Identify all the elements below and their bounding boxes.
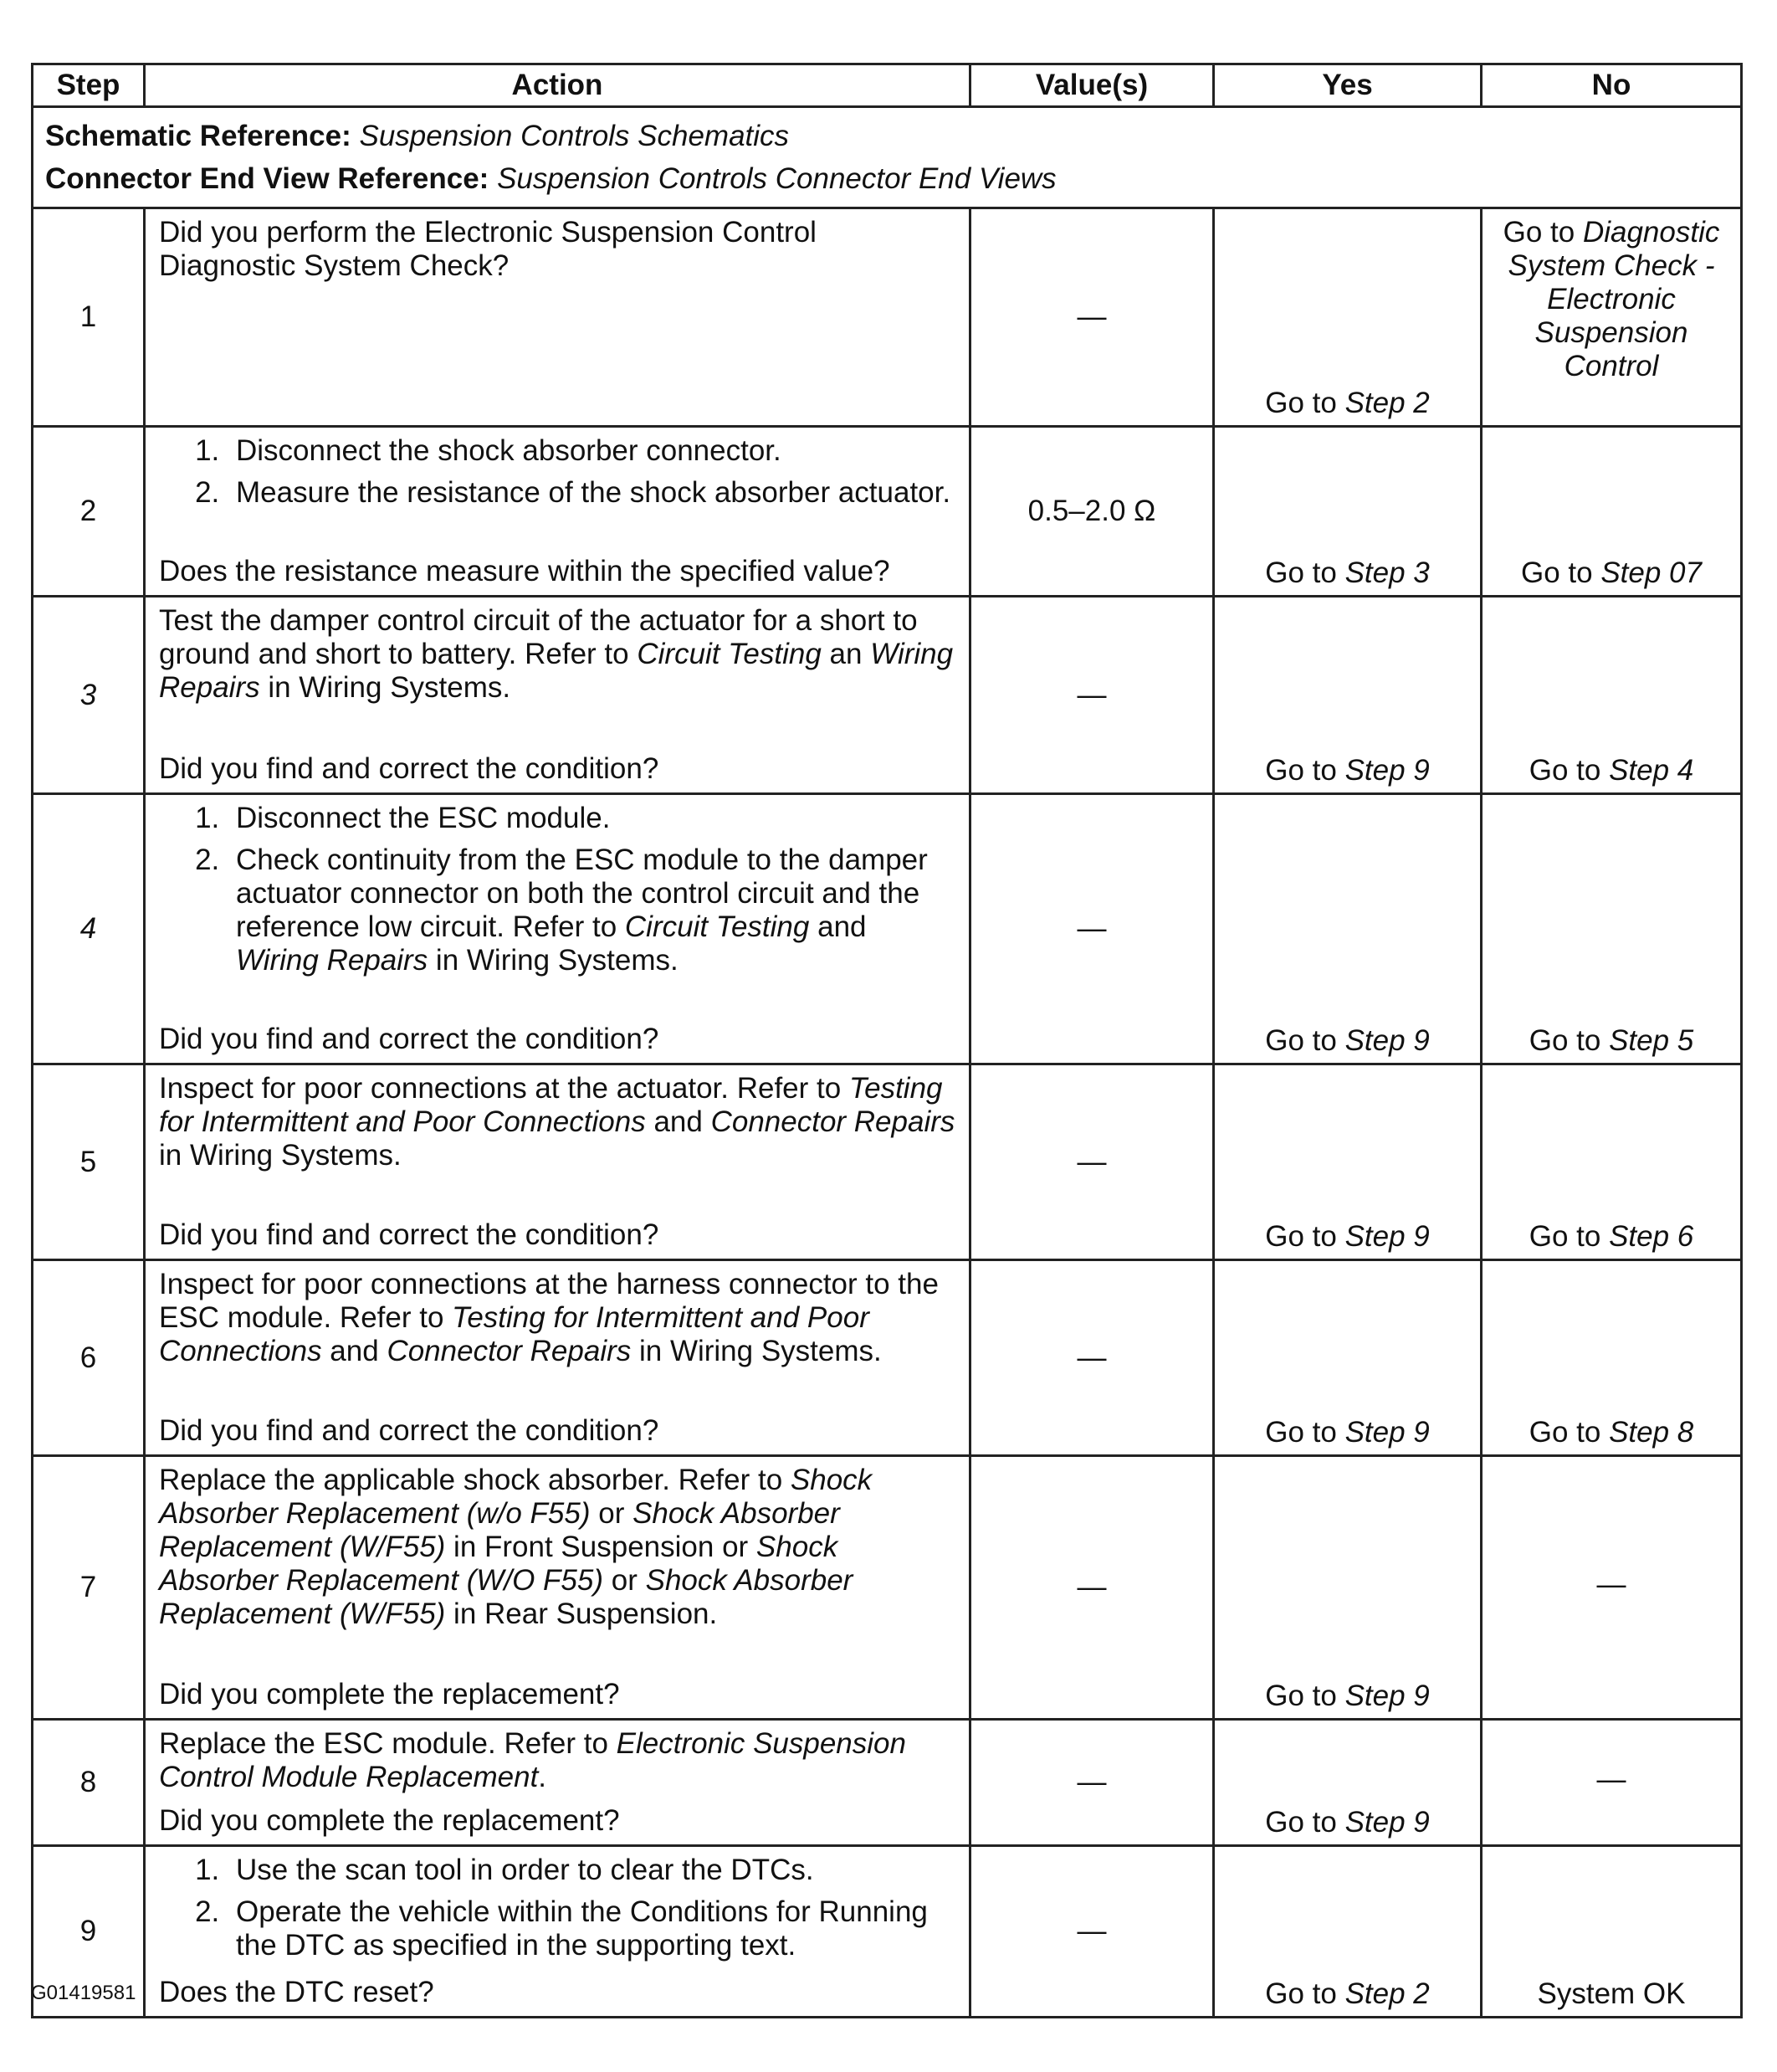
no-goto-line xyxy=(1483,216,1740,249)
action-steps-list xyxy=(159,802,955,977)
reference-link[interactable]: Shock Absorber Replacement (W/F55) xyxy=(159,1497,840,1563)
yes-step-link[interactable]: Step 3 xyxy=(1344,556,1430,589)
yes-goto-text: Go to xyxy=(1265,1977,1345,2010)
action-paragraph xyxy=(159,1268,955,1368)
action-question: Did you complete the replacement? xyxy=(159,1804,620,1837)
action-paragraph xyxy=(159,1464,955,1631)
action-text: Replace the ESC module. Refer to xyxy=(159,1727,617,1760)
no-goto-text: Go to xyxy=(1529,1220,1610,1253)
action-cell xyxy=(145,427,970,597)
value-cell: — xyxy=(970,1260,1214,1456)
no-step-link[interactable]: Step 6 xyxy=(1609,1220,1694,1253)
action-cell xyxy=(145,794,970,1064)
no-cell xyxy=(1482,1064,1742,1260)
action-question: Did you find and correct the condition? xyxy=(159,1414,659,1447)
header-no: No xyxy=(1482,64,1742,107)
header-values: Value(s) xyxy=(970,64,1214,107)
step-number: 8 xyxy=(33,1720,145,1846)
action-body xyxy=(159,1072,955,1172)
yes-cell xyxy=(1214,1456,1482,1720)
action-text: Inspect for poor connections at the harness connector to the ESC module. Refer to xyxy=(159,1268,939,1334)
action-text: in Wiring Systems. xyxy=(159,1139,402,1172)
value-cell: — xyxy=(970,208,1214,427)
connector-reference-label: Connector End View Reference: xyxy=(45,162,489,195)
yes-goto-text: Go to xyxy=(1265,1680,1345,1712)
reference-link[interactable]: Shock Absorber Replacement (w/o F55) xyxy=(159,1464,873,1530)
action-content xyxy=(159,802,955,1056)
action-steps-list xyxy=(159,434,955,510)
yes-goto-text: Go to xyxy=(1265,1024,1345,1057)
step-row xyxy=(33,1260,1742,1456)
action-text: or xyxy=(603,1564,646,1597)
value-cell: — xyxy=(970,597,1214,794)
no-cell xyxy=(1482,427,1742,597)
action-step-item: 1. Disconnect the ESC module. xyxy=(228,802,955,835)
reference-link[interactable]: Wiring Repairs xyxy=(159,638,954,704)
no-step-link[interactable]: Step 8 xyxy=(1609,1416,1694,1449)
step-number: 5 xyxy=(33,1064,145,1260)
header-yes: Yes xyxy=(1214,64,1482,107)
no-goto-text: Go to xyxy=(1503,216,1583,249)
no-step-link[interactable]: Step 4 xyxy=(1609,754,1694,787)
reference-link[interactable]: Wiring Repairs xyxy=(236,944,428,977)
no-cell xyxy=(1482,597,1742,794)
step-number: 7 xyxy=(33,1456,145,1720)
action-paragraph xyxy=(159,216,955,283)
action-step-item: 2. Operate the vehicle within the Conditions for Running the DTC as specified in the supporting text. xyxy=(228,1895,955,1962)
step-row xyxy=(33,794,1742,1064)
diagnostic-table xyxy=(31,63,1743,2018)
action-body xyxy=(159,802,955,986)
step-row xyxy=(33,1064,1742,1260)
yes-goto-text: Go to xyxy=(1265,1806,1345,1839)
reference-link[interactable]: Connector Repairs xyxy=(387,1335,632,1367)
yes-cell xyxy=(1214,1064,1482,1260)
no-step-link[interactable]: Diagnostic xyxy=(1582,216,1720,249)
action-cell xyxy=(145,1846,970,2018)
yes-step-link[interactable]: Step 9 xyxy=(1344,1680,1430,1712)
header-row xyxy=(33,64,1742,107)
yes-step-link[interactable]: Step 9 xyxy=(1344,754,1430,787)
action-question: Did you find and correct the condition? xyxy=(159,1023,659,1055)
step-row xyxy=(33,1720,1742,1846)
no-cell: — xyxy=(1482,1720,1742,1846)
no-cell: System OK xyxy=(1482,1846,1742,2018)
action-question: Did you find and correct the condition? xyxy=(159,1218,659,1251)
action-text: . xyxy=(538,1761,547,1793)
action-content xyxy=(159,1464,955,1711)
yes-goto-text: Go to xyxy=(1265,387,1345,419)
step-row xyxy=(33,597,1742,794)
yes-step-link[interactable]: Step 9 xyxy=(1344,1806,1430,1839)
yes-cell xyxy=(1214,1260,1482,1456)
no-goto-text: Go to xyxy=(1529,1416,1610,1449)
no-step-link[interactable]: Step 5 xyxy=(1609,1024,1694,1057)
value-cell: — xyxy=(970,1456,1214,1720)
action-text: Inspect for poor connections at the actuator. Refer to xyxy=(159,1072,849,1105)
reference-link[interactable]: Electronic Suspension Control Module Replacement xyxy=(159,1727,906,1793)
action-text: in Wiring Systems. xyxy=(631,1335,882,1367)
connector-reference xyxy=(45,157,1728,200)
action-content xyxy=(159,434,955,588)
step-row xyxy=(33,1456,1742,1720)
no-step-link-line[interactable]: Suspension xyxy=(1534,316,1688,349)
action-question: Does the resistance measure within the specified value? xyxy=(159,555,890,587)
action-content xyxy=(159,216,955,418)
action-text: and xyxy=(321,1335,387,1367)
reference-link[interactable]: Circuit Testing xyxy=(637,638,822,670)
yes-goto-text: Go to xyxy=(1265,1416,1345,1449)
yes-goto-text: Go to xyxy=(1265,754,1345,787)
header-step: Step xyxy=(33,64,145,107)
action-body xyxy=(159,1268,955,1368)
action-body xyxy=(159,1854,955,1971)
no-goto-text: Go to xyxy=(1529,754,1610,787)
figure-id: G01419581 xyxy=(31,1982,136,2004)
reference-cell xyxy=(33,107,1742,208)
value-cell: — xyxy=(970,1846,1214,2018)
action-text: Replace the applicable shock absorber. Refer to xyxy=(159,1464,791,1496)
schematic-reference-label: Schematic Reference: xyxy=(45,120,351,152)
action-paragraph xyxy=(159,604,955,705)
action-cell xyxy=(145,1260,970,1456)
reference-link[interactable]: Shock Absorber Replacement (W/O F55) xyxy=(159,1531,838,1597)
yes-cell xyxy=(1214,427,1482,597)
action-cell xyxy=(145,1064,970,1260)
action-text: Did you perform the Electronic Suspension Control Diagnostic System Check? xyxy=(159,216,817,282)
action-content xyxy=(159,1727,955,1838)
yes-cell xyxy=(1214,208,1482,427)
yes-cell xyxy=(1214,1720,1482,1846)
yes-step-link[interactable]: Step 9 xyxy=(1344,1220,1430,1253)
schematic-reference xyxy=(45,115,1728,157)
yes-goto-text: Go to xyxy=(1265,556,1345,589)
action-body xyxy=(159,434,955,518)
action-cell xyxy=(145,1720,970,1846)
step-number: 1 xyxy=(33,208,145,427)
yes-cell xyxy=(1214,597,1482,794)
action-cell xyxy=(145,1456,970,1720)
action-text: in Wiring Systems. xyxy=(428,944,679,977)
yes-step-link[interactable]: Step 9 xyxy=(1344,1416,1430,1449)
action-text: an xyxy=(821,638,871,670)
yes-goto-text: Go to xyxy=(1265,1220,1345,1253)
no-cell: — xyxy=(1482,1456,1742,1720)
action-text: in Wiring Systems. xyxy=(259,671,511,704)
no-step-link-line[interactable]: Electronic xyxy=(1547,283,1676,315)
step-number: 2 xyxy=(33,427,145,597)
no-cell xyxy=(1482,208,1742,427)
action-content xyxy=(159,1072,955,1252)
action-step-item: 1. Disconnect the shock absorber connector. xyxy=(228,434,955,468)
reference-link[interactable]: Testing for Intermittent and Poor Connections xyxy=(159,1072,943,1138)
step-number: 9 xyxy=(33,1846,145,2018)
step-number: 4 xyxy=(33,794,145,1064)
action-body xyxy=(159,1464,955,1631)
step-row xyxy=(33,208,1742,427)
action-question: Did you find and correct the condition? xyxy=(159,752,659,785)
step-number: 6 xyxy=(33,1260,145,1456)
value-cell: 0.5–2.0 Ω xyxy=(970,427,1214,597)
action-cell xyxy=(145,208,970,427)
value-cell: — xyxy=(970,1720,1214,1846)
action-text: Check continuity from the ESC module to the damper actuator connector on both the control circuit and the reference low circuit. Refer to xyxy=(236,844,928,943)
yes-step-link[interactable]: Step 2 xyxy=(1344,1977,1430,2010)
no-step-link-line[interactable]: System Check - xyxy=(1508,249,1715,282)
yes-step-link[interactable]: Step 2 xyxy=(1344,387,1430,419)
step-row xyxy=(33,427,1742,597)
no-cell xyxy=(1482,794,1742,1064)
no-step-link-line[interactable]: Control xyxy=(1564,350,1659,382)
action-body xyxy=(159,1727,955,1794)
connector-reference-link[interactable]: Suspension Controls Connector End Views xyxy=(497,162,1057,195)
action-content xyxy=(159,1268,955,1448)
action-steps-list xyxy=(159,1854,955,1962)
no-step-link[interactable]: Step 07 xyxy=(1600,556,1702,589)
header-action: Action xyxy=(145,64,970,107)
reference-link[interactable]: Shock Absorber Replacement (W/F55) xyxy=(159,1564,853,1630)
action-text: and xyxy=(809,910,867,943)
action-text: and xyxy=(645,1105,711,1138)
action-text: in Front Suspension or xyxy=(445,1531,756,1563)
action-body xyxy=(159,216,955,283)
yes-cell xyxy=(1214,1846,1482,2018)
action-text: in Rear Suspension. xyxy=(445,1598,718,1630)
no-goto-text: Go to xyxy=(1521,556,1601,589)
action-step-item: 1. Use the scan tool in order to clear the DTCs. xyxy=(228,1854,955,1887)
action-body xyxy=(159,604,955,705)
no-cell xyxy=(1482,1260,1742,1456)
reference-link[interactable]: Circuit Testing xyxy=(624,910,810,943)
value-cell: — xyxy=(970,1064,1214,1260)
value-cell: — xyxy=(970,794,1214,1064)
yes-cell xyxy=(1214,794,1482,1064)
action-paragraph xyxy=(159,1727,955,1794)
action-question: Did you complete the replacement? xyxy=(159,1678,620,1710)
reference-link[interactable]: Connector Repairs xyxy=(710,1105,955,1138)
action-content xyxy=(159,604,955,786)
schematic-reference-link[interactable]: Suspension Controls Schematics xyxy=(359,120,790,152)
action-cell xyxy=(145,597,970,794)
action-content xyxy=(159,1854,955,2009)
action-question: Does the DTC reset? xyxy=(159,1976,434,2008)
action-text: Test the damper control circuit of the actuator for a short to ground and short to battery. Refer to xyxy=(159,604,918,670)
yes-step-link[interactable]: Step 9 xyxy=(1344,1024,1430,1057)
reference-link[interactable]: Testing for Intermittent and Poor Connections xyxy=(159,1301,869,1367)
action-step-item: 2. Measure the resistance of the shock absorber actuator. xyxy=(228,476,955,510)
reference-row xyxy=(33,107,1742,208)
action-step-item xyxy=(228,844,955,977)
no-goto-text: Go to xyxy=(1529,1024,1610,1057)
step-number: 3 xyxy=(33,597,145,794)
action-text: or xyxy=(590,1497,633,1530)
step-row xyxy=(33,1846,1742,2018)
action-paragraph xyxy=(159,1072,955,1172)
